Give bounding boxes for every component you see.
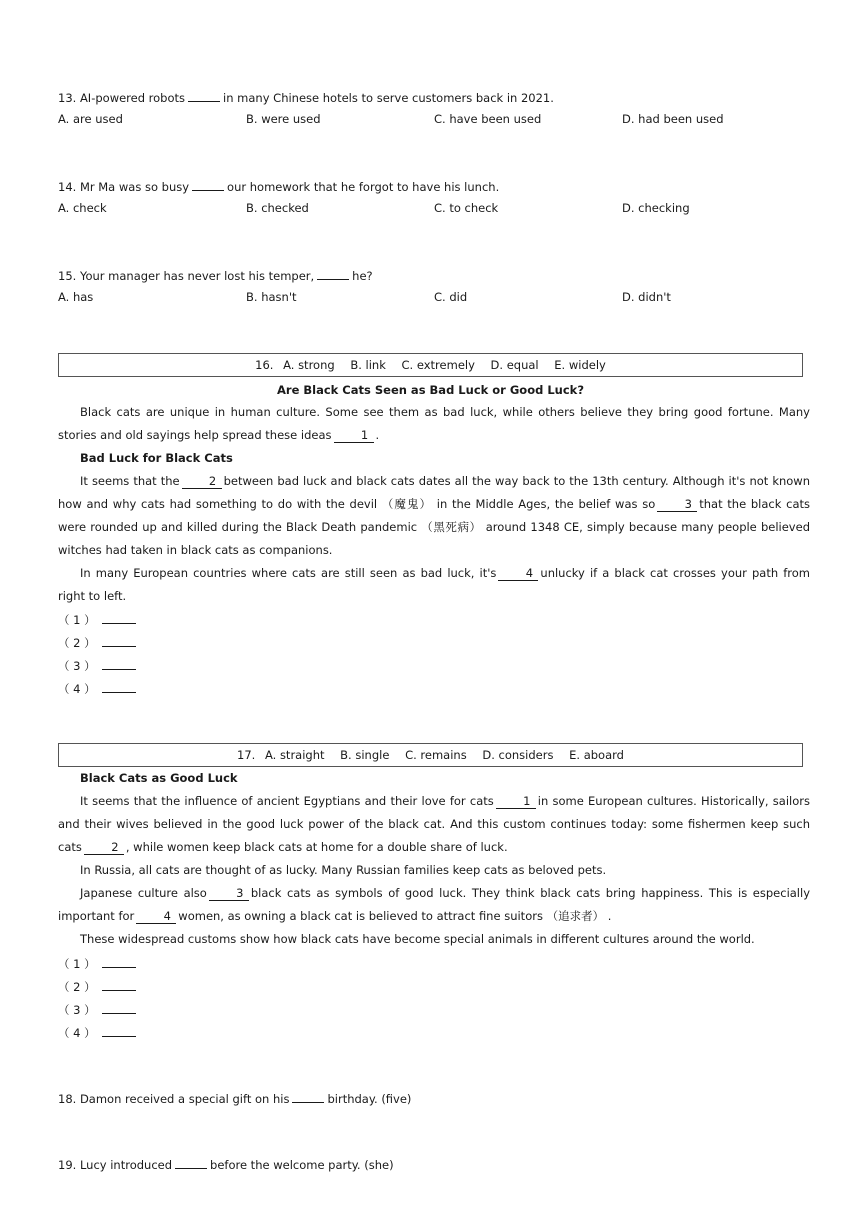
q17-blank-1[interactable]: 1 bbox=[496, 795, 536, 809]
q17-prefix: 17. bbox=[237, 748, 256, 762]
q16-word-c: C. extremely bbox=[401, 358, 475, 372]
q15-stem-after: he? bbox=[352, 269, 373, 283]
q17-blank-3[interactable]: 3 bbox=[209, 887, 249, 901]
q16-paragraph-1: Black cats are unique in human culture. Some see them as bad luck, while others believe they bring good fortune. Many stories and old sayings help spread these ideas 1 . bbox=[58, 405, 810, 442]
q16-blank-1[interactable]: 1 bbox=[334, 429, 374, 443]
q16-answer-1-blank[interactable] bbox=[102, 611, 136, 624]
q17-word-a: A. straight bbox=[264, 748, 325, 762]
q17-answer-3-blank[interactable] bbox=[102, 1001, 136, 1014]
q18-blank[interactable] bbox=[292, 1090, 324, 1103]
q19-stem-after: before the welcome party. (she) bbox=[210, 1158, 394, 1172]
q16-prefix: 16. bbox=[255, 358, 274, 372]
q15-option-a[interactable]: A. has bbox=[58, 290, 94, 304]
q16-word-box bbox=[58, 353, 803, 377]
q17-answer-3: （ 3 ） bbox=[58, 1001, 139, 1018]
question-14 bbox=[58, 178, 499, 194]
q16-word-a: A. strong bbox=[283, 358, 335, 372]
q17-blank-4[interactable]: 4 bbox=[136, 910, 176, 924]
q13-option-a[interactable]: A. are used bbox=[58, 112, 123, 126]
q14-option-c[interactable]: C. to check bbox=[434, 201, 499, 215]
q16-heading: Bad Luck for Black Cats bbox=[80, 451, 233, 465]
q14-stem-before: 14. Mr Ma was so busy bbox=[58, 180, 190, 194]
q15-blank[interactable] bbox=[317, 267, 349, 280]
q16-word-e: E. widely bbox=[554, 358, 606, 372]
q16-answer-1: （ 1 ） bbox=[58, 611, 139, 628]
q13-stem-after: in many Chinese hotels to serve customers back in 2021. bbox=[223, 91, 554, 105]
q17-paragraph-2: In Russia, all cats are thought of as lucky. Many Russian families keep cats as beloved pets. bbox=[80, 863, 607, 877]
q15-option-c[interactable]: C. did bbox=[434, 290, 468, 304]
q16-word-d: D. equal bbox=[490, 358, 539, 372]
q17-word-e: E. aboard bbox=[569, 748, 624, 762]
q17-blank-2[interactable]: 2 bbox=[84, 841, 124, 855]
q15-stem-before: 15. Your manager has never lost his temper, bbox=[58, 269, 315, 283]
q15-option-d[interactable]: D. didn't bbox=[622, 290, 671, 304]
q16-answer-4-blank[interactable] bbox=[102, 680, 136, 693]
q17-paragraph-3: Japanese culture also 3 black cats as symbols of good luck. They think black cats bring happiness. This is especially important for 4 women, as owning a black cat is believed to attract fine suitors （追求者） . bbox=[58, 886, 811, 923]
q17-word-b: B. single bbox=[340, 748, 390, 762]
q14-option-a[interactable]: A. check bbox=[58, 201, 107, 215]
q16-answer-3: （ 3 ） bbox=[58, 657, 139, 674]
q15-options bbox=[58, 290, 818, 304]
q19-stem-before: 19. Lucy introduced bbox=[58, 1158, 173, 1172]
question-18 bbox=[58, 1090, 411, 1106]
q17-answer-1-blank[interactable] bbox=[102, 955, 136, 968]
q17-answer-4-blank[interactable] bbox=[102, 1024, 136, 1037]
q14-stem-after: our homework that he forgot to have his lunch. bbox=[227, 180, 500, 194]
passage-title: Are Black Cats Seen as Bad Luck or Good Luck? bbox=[277, 383, 584, 397]
q19-blank[interactable] bbox=[175, 1156, 207, 1169]
q14-option-b[interactable]: B. checked bbox=[246, 201, 309, 215]
q18-stem-before: 18. Damon received a special gift on his bbox=[58, 1092, 290, 1106]
q13-option-c[interactable]: C. have been used bbox=[434, 112, 542, 126]
q17-answer-2-blank[interactable] bbox=[102, 978, 136, 991]
q17-paragraph-4: These widespread customs show how black cats have become special animals in different cultures around the world. bbox=[80, 932, 755, 946]
question-15 bbox=[58, 267, 373, 283]
q16-answer-3-blank[interactable] bbox=[102, 657, 136, 670]
q16-answer-4: （ 4 ） bbox=[58, 680, 139, 697]
q16-blank-4[interactable]: 4 bbox=[498, 567, 538, 581]
q17-paragraph-1: It seems that the influence of ancient Egyptians and their love for cats 1 in some European cultures. Historically, sailors and their wives believed in the good luck power of the black cat. And this custom continues today: some fishermen keep such cats 2 , while women keep black cats at home for a double share of luck. bbox=[58, 794, 810, 854]
question-19 bbox=[58, 1156, 394, 1172]
q14-blank[interactable] bbox=[192, 178, 224, 191]
q13-option-b[interactable]: B. were used bbox=[246, 112, 321, 126]
q15-option-b[interactable]: B. hasn't bbox=[246, 290, 297, 304]
q16-paragraph-2: It seems that the 2 between bad luck and black cats dates all the way back to the 13th century. Although it's not known how and why cats had something to do with the devil （魔鬼） in the Middle Ages, the belief was so 3 that the black cats were rounded up and killed during the Black Death pandemic （黑死病） around 1348 CE, simply because many people believed witches had taken in black cats as companions. bbox=[58, 474, 811, 557]
q16-paragraph-3: In many European countries where cats are still seen as bad luck, it's 4 unlucky if a black cat crosses your path from right to left. bbox=[58, 566, 810, 603]
q16-answer-2: （ 2 ） bbox=[58, 634, 139, 651]
q16-blank-2[interactable]: 2 bbox=[182, 475, 222, 489]
q13-stem-before: 13. AI-powered robots bbox=[58, 91, 186, 105]
q14-option-d[interactable]: D. checking bbox=[622, 201, 690, 215]
q17-word-d: D. considers bbox=[482, 748, 554, 762]
q13-option-d[interactable]: D. had been used bbox=[622, 112, 724, 126]
q17-word-box bbox=[58, 743, 803, 767]
q17-answer-1: （ 1 ） bbox=[58, 955, 139, 972]
q17-answer-4: （ 4 ） bbox=[58, 1024, 139, 1041]
question-13 bbox=[58, 89, 554, 105]
q16-blank-3[interactable]: 3 bbox=[657, 498, 697, 512]
q14-options bbox=[58, 201, 818, 215]
q17-answer-2: （ 2 ） bbox=[58, 978, 139, 995]
q18-stem-after: birthday. (five) bbox=[327, 1092, 412, 1106]
q13-options bbox=[58, 112, 818, 126]
q16-answer-2-blank[interactable] bbox=[102, 634, 136, 647]
q17-word-c: C. remains bbox=[405, 748, 467, 762]
q17-heading: Black Cats as Good Luck bbox=[80, 771, 238, 785]
q16-word-b: B. link bbox=[350, 358, 386, 372]
q13-blank[interactable] bbox=[188, 89, 220, 102]
